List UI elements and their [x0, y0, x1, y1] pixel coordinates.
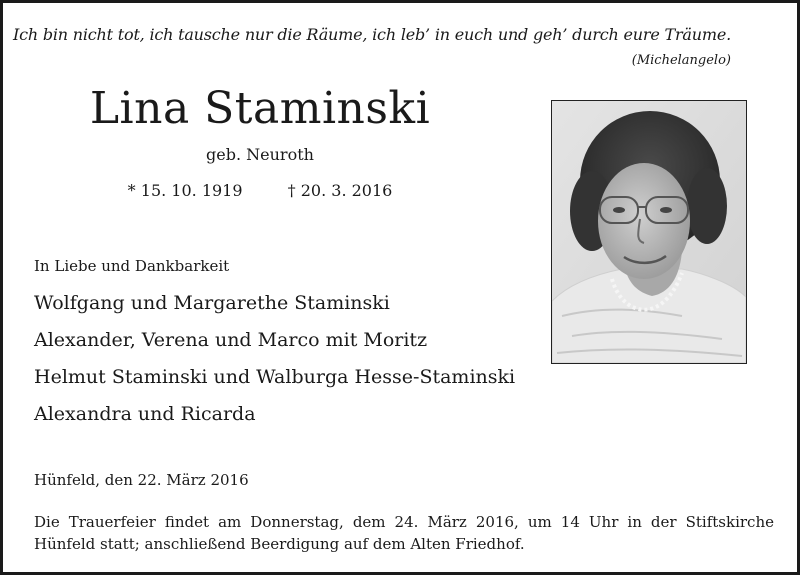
mourners-intro: In Liebe und Dankbarkeit	[34, 257, 230, 275]
funeral-info: Die Trauerfeier findet am Donnerstag, dem 24. März 2016, um 14 Uhr in der Stiftskirche Hünfeld statt; anschließend Beerdigung auf dem Alten Friedhof.	[34, 513, 774, 553]
quote-author: (Michelangelo)	[631, 53, 731, 68]
mourner-name: Wolfgang und Margarethe Staminski	[34, 292, 390, 314]
mourner-name: Alexander, Verena und Marco mit Moritz	[34, 329, 428, 351]
mourners-list	[34, 289, 515, 437]
portrait-photo	[551, 100, 747, 364]
quote-text: Ich bin nicht tot, ich tausche nur die Räume, ich leb’ in euch und geh’ durch eure Träume.	[12, 25, 731, 44]
life-dates	[3, 181, 517, 200]
mourner-name: Helmut Staminski und Walburga Hesse-Staminski	[34, 366, 516, 388]
death-date: † 20. 3. 2016	[287, 181, 393, 200]
maiden-name: geb. Neuroth	[206, 145, 314, 164]
deceased-name: Lina Staminski	[89, 83, 431, 134]
place-date: Hünfeld, den 22. März 2016	[34, 471, 249, 489]
birth-date: * 15. 10. 1919	[127, 181, 243, 200]
mourner-name: Alexandra und Ricarda	[34, 403, 256, 425]
portrait-image	[552, 101, 746, 363]
